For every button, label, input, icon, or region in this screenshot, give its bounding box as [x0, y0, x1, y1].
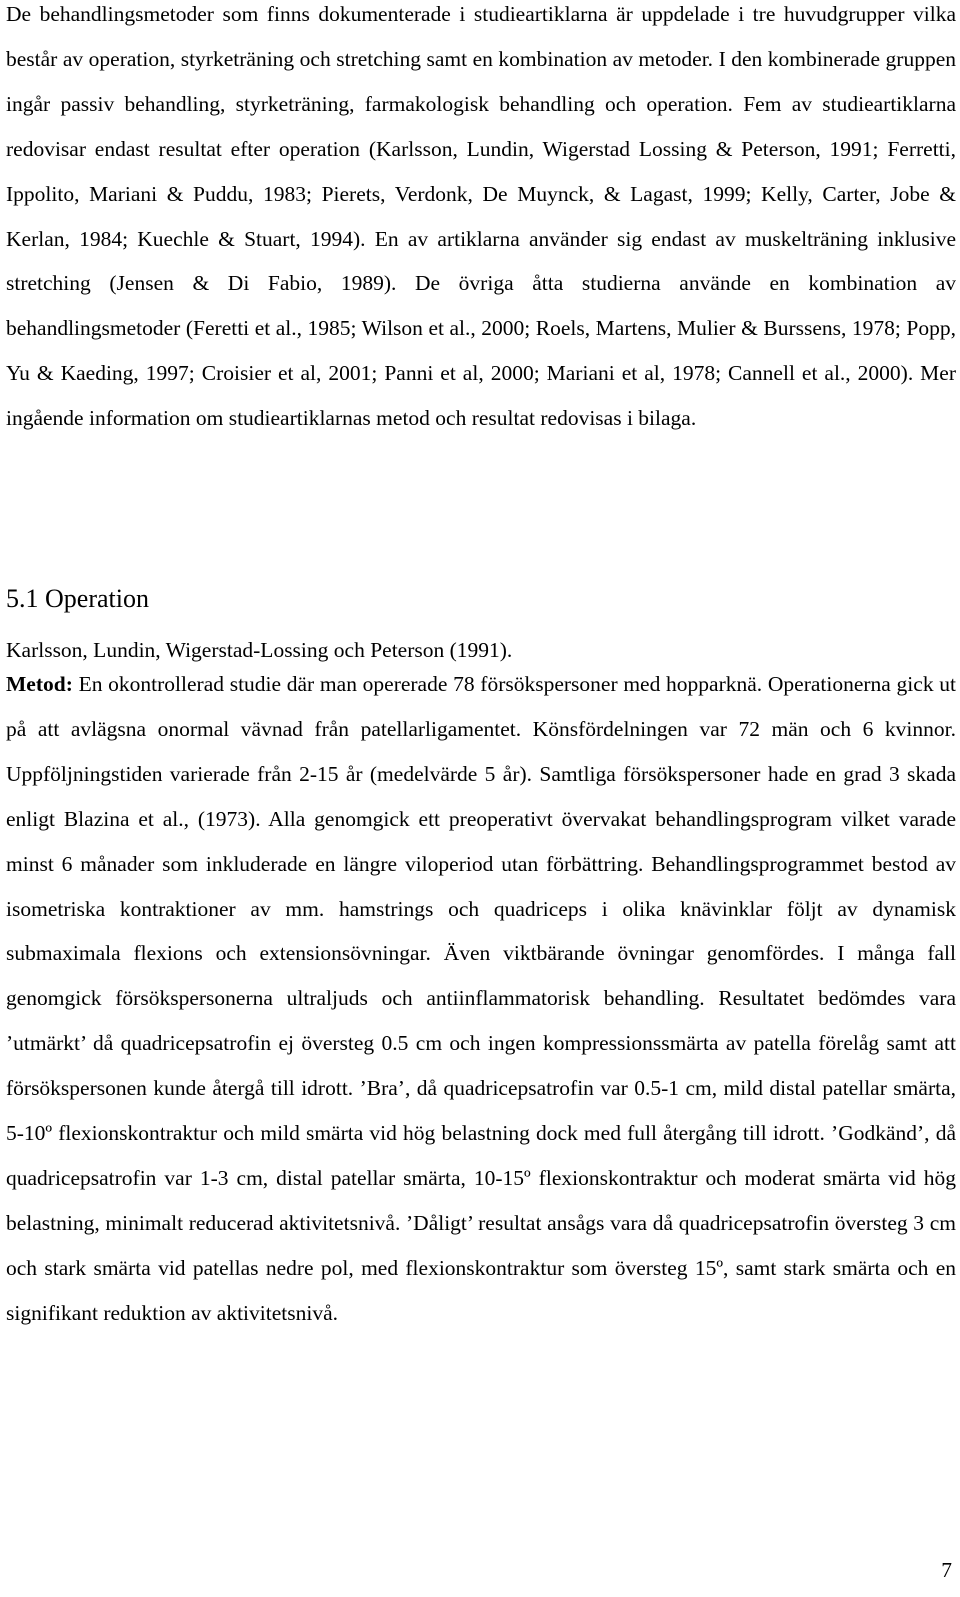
page-number: 7 [941, 1558, 952, 1582]
method-label: Metod: [6, 672, 73, 696]
method-paragraph [6, 662, 956, 1336]
intro-paragraph: De behandlingsmetoder som finns dokumenterade i studieartiklarna är uppdelade i tre huvudgrupper vilka består av operation, styrketräning och stretching samt en kombination av metoder. I den kombinerade gruppen ingår passiv behandling, styrketräning, farmakologisk behandling och operation. Fem av studieartiklarna redovisar endast resultat efter operation (Karlsson, Lundin, Wigerstad Lossing & Peterson, 1991; Ferretti, Ippolito, Mariani & Puddu, 1983; Pierets, Verdonk, De Muynck, & Lagast, 1999; Kelly, Carter, Jobe & Kerlan, 1984; Kuechle & Stuart, 1994). En av artiklarna använder sig endast av muskelträning inklusive stretching (Jensen & Di Fabio, 1989). De övriga åtta studierna använde en kombination av behandlingsmetoder (Feretti et al., 1985; Wilson et al., 2000; Roels, Martens, Mulier & Burssens, 1978; Popp, Yu & Kaeding, 1997; Croisier et al, 2001; Panni et al, 2000; Mariani et al, 1978; Cannell et al., 2000). Mer ingående information om studieartiklarnas metod och resultat redovisas i bilaga. [6, 2, 956, 431]
section-heading: 5.1 Operation [6, 584, 149, 613]
method-text: En okontrollerad studie där man opererade 78 försökspersoner med hopparknä. Operationerna gick ut på att avlägsna onormal vävnad från patellarligamentet. Könsfördelningen var 72 män och 6 kvinnor. Uppföljningstiden varierade från 2-15 år (medelvärde 5 år). Samtliga försökspersoner hade en grad 3 skada enligt Blazina et al., (1973). Alla genomgick ett preoperativt övervakat behandlingsprogram vilket varade minst 6 månader som inkluderade en längre viloperiod utan förbättring. Behandlingsprogrammet bestod av isometriska kontraktioner av mm. hamstrings och quadriceps i olika knävinklar följt av dynamisk submaximala flexions och extensionsövningar. Även viktbärande övningar genomfördes. I många fall genomgick försökspersonerna ultraljuds och antiinflammatorisk behandling. Resultatet bedömdes vara ’utmärkt’ då quadricepsatrofin ej översteg 0.5 cm och ingen kompressionssmärta av patella förelåg samt att försökspersonen kunde återgå till idrott. ’Bra’, då quadricepsatrofin var 0.5-1 cm, mild distal patellar smärta, 5-10º flexionskontraktur och mild smärta vid hög belastning dock med full återgång till idrott. ’Godkänd’, då quadricepsatrofin var 1-3 cm, distal patellar smärta, 10-15º flexionskontraktur och moderat smärta vid hög belastning, minimalt reducerad aktivitetsnivå. ’Dåligt’ resultat ansågs vara då quadricepsatrofin översteg 3 cm och stark smärta vid patellas nedre pol, med flexionskontraktur som översteg 15º, samt stark smärta och en signifikant reduktion av aktivitetsnivå. [6, 672, 956, 1325]
study-citation: Karlsson, Lundin, Wigerstad-Lossing och Peterson (1991). [6, 638, 513, 662]
